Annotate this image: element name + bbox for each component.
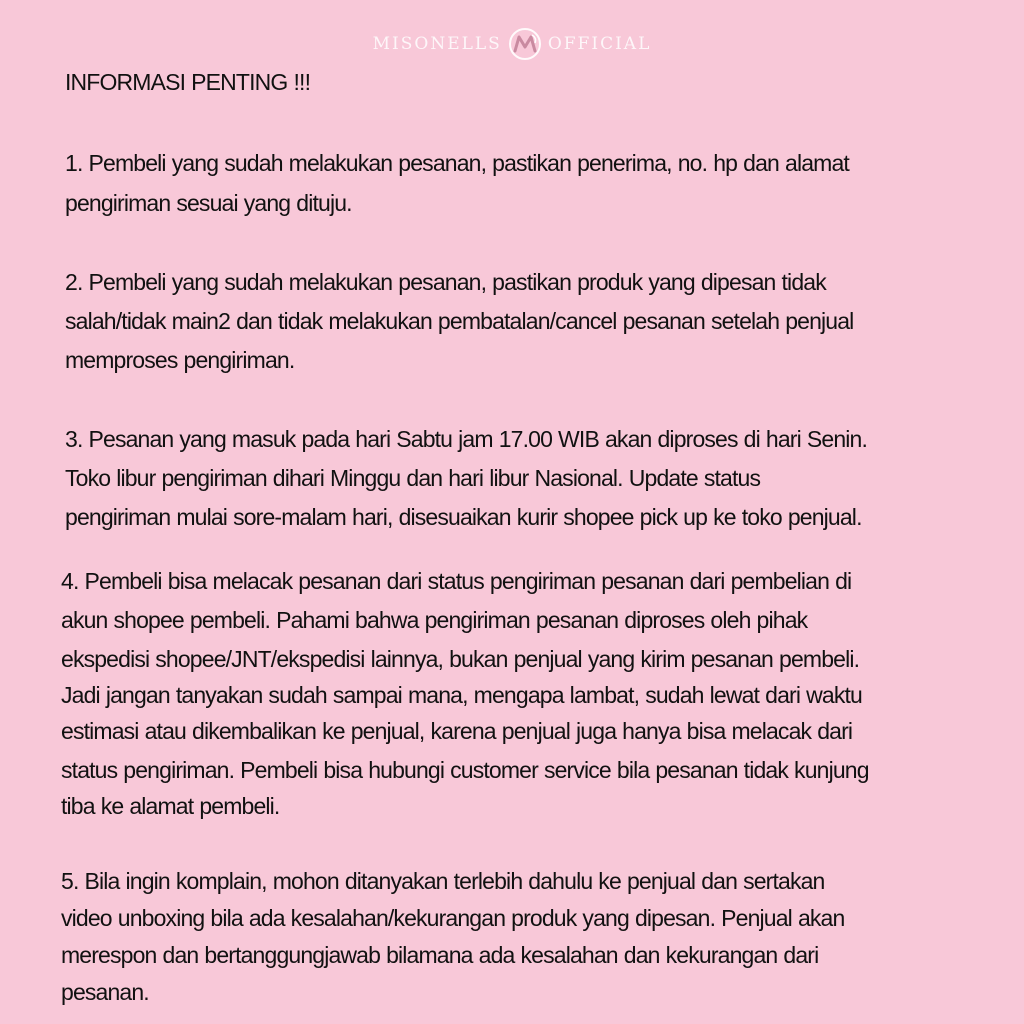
point-4-line-7: tiba ke alamat pembeli. — [61, 793, 280, 819]
notice-title: INFORMASI PENTING !!! — [65, 69, 311, 95]
point-4-line-6: status pengiriman. Pembeli bisa hubungi customer service bila pesanan tidak kunjung — [61, 757, 869, 783]
point-5-line-3: merespon dan bertanggungjawab bilamana ada kesalahan dan kekurangan dari — [61, 942, 819, 968]
point-4-line-4: Jadi jangan tanyakan sudah sampai mana, mengapa lambat, sudah lewat dari waktu — [61, 682, 862, 708]
point-4-line-3: ekspedisi shopee/JNT/ekspedisi lainnya, bukan penjual yang kirim pesanan pembeli. — [61, 646, 860, 672]
point-2-line-3: memproses pengiriman. — [65, 347, 295, 373]
point-3-line-3: pengiriman mulai sore-malam hari, disesuaikan kurir shopee pick up ke toko penjual. — [65, 504, 862, 530]
point-4-line-2: akun shopee pembeli. Pahami bahwa pengiriman pesanan diproses oleh pihak — [61, 607, 808, 633]
point-4-line-5: estimasi atau dikembalikan ke penjual, karena penjual juga hanya bisa melacak dari — [61, 718, 853, 744]
point-5-line-2: video unboxing bila ada kesalahan/kekurangan produk yang dipesan. Penjual akan — [61, 905, 845, 931]
point-1-line-1: 1. Pembeli yang sudah melakukan pesanan, pastikan penerima, no. hp dan alamat — [65, 150, 849, 176]
point-4-line-1: 4. Pembeli bisa melacak pesanan dari status pengiriman pesanan dari pembelian di — [61, 568, 852, 594]
point-1-line-2: pengiriman sesuai yang dituju. — [65, 190, 352, 216]
point-2-line-1: 2. Pembeli yang sudah melakukan pesanan, pastikan produk yang dipesan tidak — [65, 269, 826, 295]
point-5-line-1: 5. Bila ingin komplain, mohon ditanyakan terlebih dahulu ke penjual dan sertakan — [61, 868, 825, 894]
point-5-line-4: pesanan. — [61, 979, 149, 1005]
watermark-left-text: MISONELLS — [372, 34, 502, 54]
point-3-line-1: 3. Pesanan yang masuk pada hari Sabtu jam 17.00 WIB akan diproses di hari Senin. — [65, 426, 868, 452]
point-2-line-2: salah/tidak main2 dan tidak melakukan pembatalan/cancel pesanan setelah penjual — [65, 308, 854, 334]
point-3-line-2: Toko libur pengiriman dihari Minggu dan hari libur Nasional. Update status — [65, 465, 761, 491]
watermark-right-text: OFFICIAL — [547, 34, 652, 54]
